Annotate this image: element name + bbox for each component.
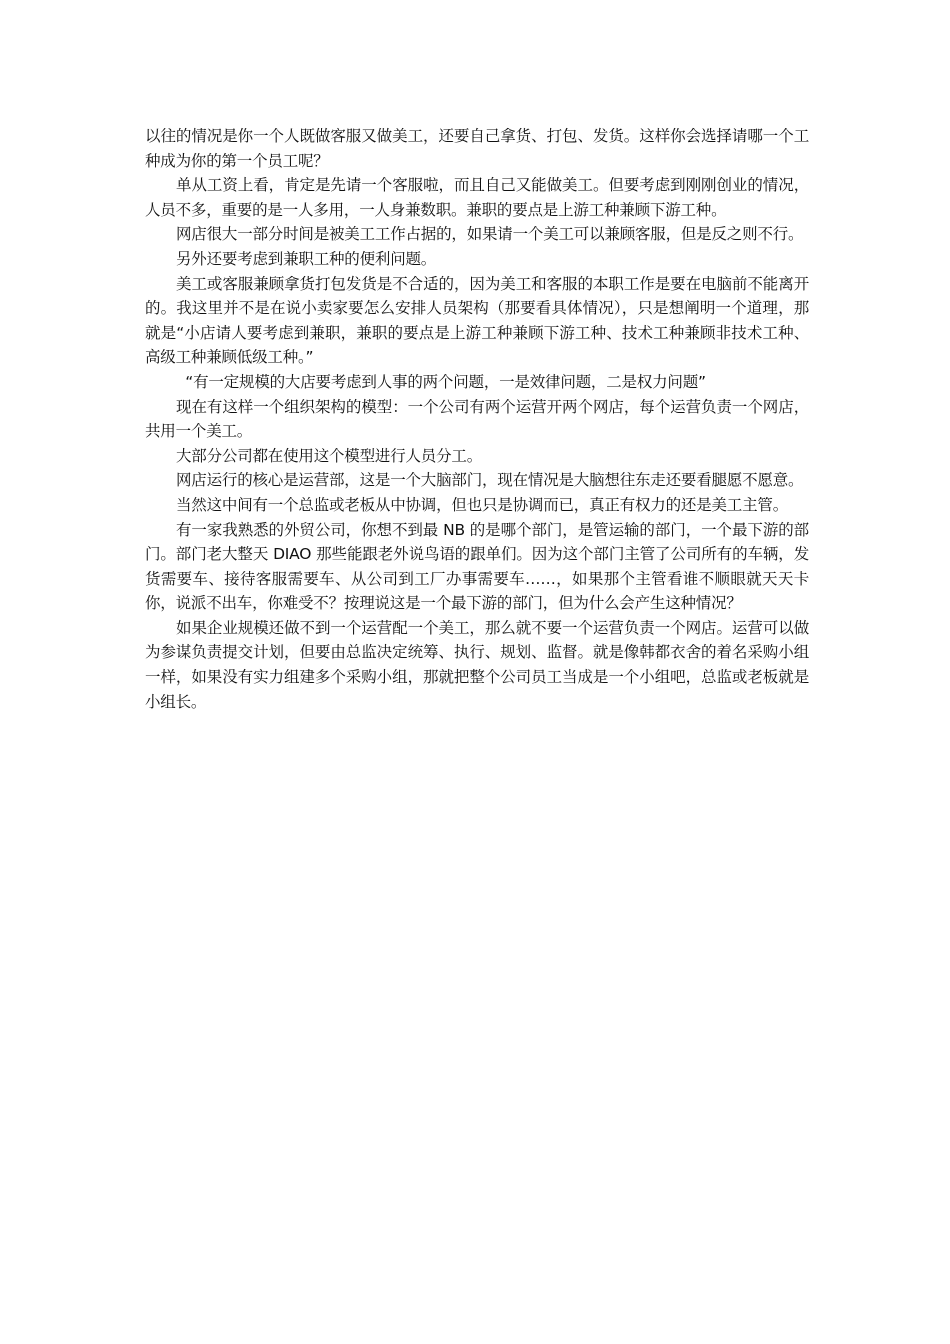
paragraph-8: 大部分公司都在使用这个模型进行人员分工。: [176, 446, 483, 465]
paragraph-4: 另外还要考虑到兼职工种的便利问题。: [176, 249, 437, 268]
paragraph-2: 单从工资上看，肯定是先请一个客服啦，而且自己又能做美工。但要考虑到刚刚创业的情况，人员不多，重要的是一人多用，一人身兼数职。兼职的要点是上游工种兼顾下游工种。: [145, 176, 809, 219]
paragraph-11: 有一家我熟悉的外贸公司，你想不到最 NB 的是哪个部门，是管运输的部门，一个最下游的部门。部门老大整天 DIAO 那些能跟老外说鸟语的跟单们。因为这个部门主管了公司所有的车辆，发货需要车、接待客服需要车、从公司到工厂办事需要车……，如果那个主管看谁不顺眼就天天卡你，说派不出车，你难受不？按理说这是一个最下游的部门，但为什么会产生这种情况？: [145, 520, 809, 613]
document-body: [145, 124, 809, 714]
paragraph-3: 网店很大一部分时间是被美工工作占据的，如果请一个美工可以兼顾客服，但是反之则不行。: [176, 225, 804, 244]
paragraph-6-quote: “有一定规模的大店要考虑到人事的两个问题，一是效律问题，二是权力问题”: [185, 372, 706, 391]
paragraph-10: 当然这中间有一个总监或老板从中协调，但也只是协调而已，真正有权力的还是美工主管。: [176, 495, 789, 514]
paragraph-1: 以往的情况是你一个人既做客服又做美工，还要自己拿货、打包、发货。这样你会选择请哪一个工种成为你的第一个员工呢？: [145, 127, 809, 170]
paragraph-12: 如果企业规模还做不到一个运营配一个美工，那么就不要一个运营负责一个网店。运营可以做为参谋负责提交计划，但要由总监决定统筹、执行、规划、监督。就是像韩都衣舍的着名采购小组一样，如果没有实力组建多个采购小组，那就把整个公司员工当成是一个小组吧，总监或老板就是小组长。: [145, 618, 809, 711]
paragraph-9: 网店运行的核心是运营部，这是一个大脑部门，现在情况是大脑想往东走还要看腿愿不愿意。: [176, 471, 804, 490]
paragraph-7: 现在有这样一个组织架构的模型：一个公司有两个运营开两个网店，每个运营负责一个网店，共用一个美工。: [145, 397, 809, 441]
paragraph-5: 美工或客服兼顾拿货打包发货是不合适的，因为美工和客服的本职工作是要在电脑前不能离开的。我这里并不是在说小卖家要怎么安排人员架构（那要看具体情况），只是想阐明一个道理，那就是“小店请人要考虑到兼职，兼职的要点是上游工种兼顾下游工种、技术工种兼顾非技术工种、高级工种兼顾低级工种。”: [145, 274, 809, 367]
